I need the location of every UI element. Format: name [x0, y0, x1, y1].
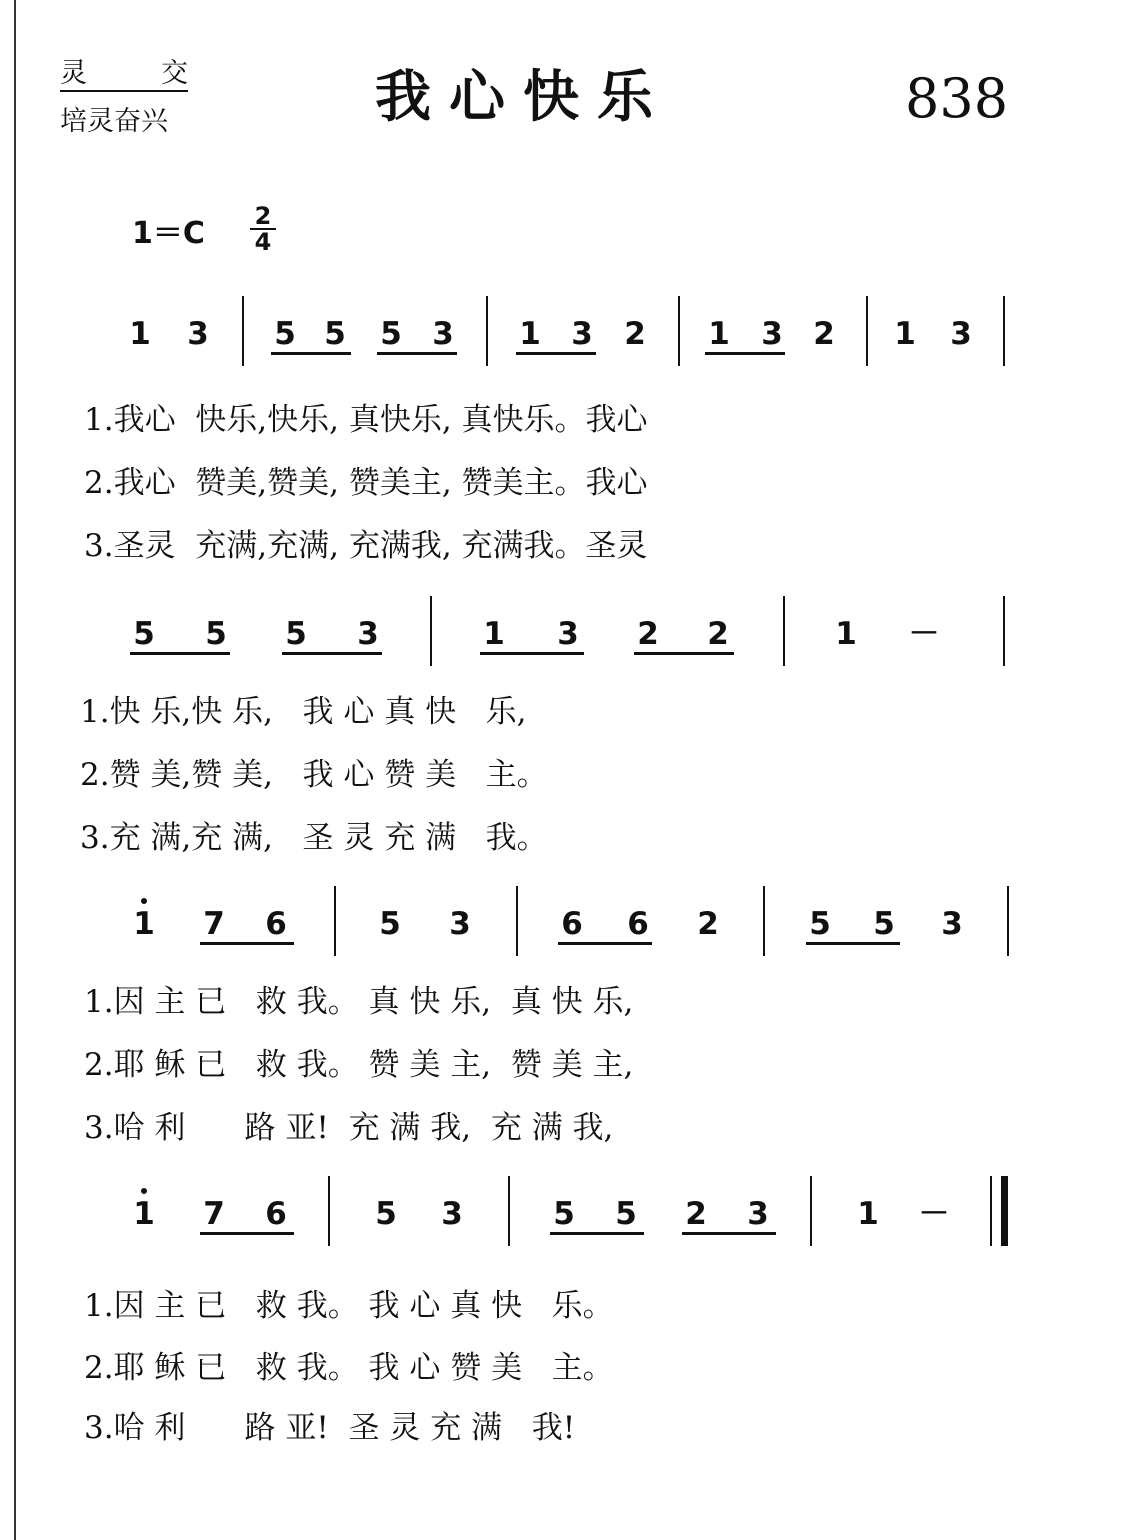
eighth-beam — [705, 352, 785, 355]
note: 5 — [553, 1196, 575, 1232]
barline — [328, 1176, 330, 1246]
note: 1 — [519, 316, 541, 352]
barline — [242, 296, 244, 366]
barline — [334, 886, 336, 956]
final-barline-thick — [1001, 1176, 1008, 1246]
eighth-beam — [200, 942, 294, 945]
note: 3 — [441, 1196, 463, 1232]
note: 2 — [707, 616, 729, 652]
note: 2 — [624, 316, 646, 352]
scan-edge-line — [14, 0, 16, 1540]
note: 6 — [265, 1196, 287, 1232]
category-char-2: 交 — [161, 58, 188, 89]
note: 3 — [941, 906, 963, 942]
note: 5 — [285, 616, 307, 652]
barline — [516, 886, 518, 956]
note: 3 — [571, 316, 593, 352]
note: 6 — [561, 906, 583, 942]
note: 5 — [274, 316, 296, 352]
note: 1 — [835, 616, 857, 652]
lyric-line: 3.充 满,充 满, 圣 灵 充 满 我。 — [80, 820, 548, 856]
note: 1 — [129, 316, 151, 352]
note: 1 — [708, 316, 730, 352]
note: 5 — [380, 316, 402, 352]
barline — [763, 886, 765, 956]
barline — [866, 296, 868, 366]
eighth-beam — [480, 652, 584, 655]
lyric-line: 3.哈 利 路 亚! 充 满 我, 充 满 我, — [84, 1110, 614, 1146]
eighth-beam — [200, 1232, 294, 1235]
note: 2 — [813, 316, 835, 352]
note: 2 — [697, 906, 719, 942]
note: 5 — [379, 906, 401, 942]
dash: － — [918, 1196, 950, 1232]
lyric-line: 2.耶 稣 已 救 我。 赞 美 主, 赞 美 主, — [84, 1047, 634, 1083]
subcategory-label: 培灵奋兴 — [60, 106, 168, 137]
note: 3 — [432, 316, 454, 352]
note: 5 — [133, 616, 155, 652]
eighth-beam — [516, 352, 596, 355]
note: 1 — [133, 1196, 155, 1232]
time-signature — [250, 204, 276, 254]
category-label — [60, 58, 188, 92]
note: 1 — [894, 316, 916, 352]
note: 6 — [627, 906, 649, 942]
barline — [508, 1176, 510, 1246]
note: 3 — [747, 1196, 769, 1232]
barline — [430, 596, 432, 666]
eighth-beam — [558, 942, 652, 945]
eighth-beam — [130, 652, 230, 655]
time-signature-top: 2 — [250, 204, 276, 230]
note: 3 — [761, 316, 783, 352]
note: 3 — [557, 616, 579, 652]
lyric-line: 1.快 乐,快 乐, 我 心 真 快 乐, — [80, 694, 527, 730]
note: 1 — [857, 1196, 879, 1232]
dash: － — [908, 616, 940, 652]
eighth-beam — [806, 942, 900, 945]
lyric-line: 2.我心 赞美,赞美, 赞美主, 赞美主。我心 — [84, 465, 648, 501]
eighth-beam — [271, 352, 351, 355]
note: 5 — [615, 1196, 637, 1232]
barline — [486, 296, 488, 366]
note: 2 — [685, 1196, 707, 1232]
category-char-1: 灵 — [60, 58, 87, 89]
note: 3 — [449, 906, 471, 942]
note: 2 — [637, 616, 659, 652]
note: 5 — [809, 906, 831, 942]
note: 7 — [203, 906, 225, 942]
barline — [1007, 886, 1009, 956]
eighth-beam — [550, 1232, 644, 1235]
eighth-beam — [282, 652, 382, 655]
note: 6 — [265, 906, 287, 942]
time-signature-bottom: 4 — [254, 228, 272, 256]
barline — [810, 1176, 812, 1246]
eighth-beam — [682, 1232, 776, 1235]
lyric-line: 2.耶 稣 已 救 我。 我 心 赞 美 主。 — [84, 1350, 614, 1386]
lyric-line: 1.因 主 已 救 我。 真 快 乐, 真 快 乐, — [84, 984, 634, 1020]
eighth-beam — [634, 652, 734, 655]
note: 5 — [873, 906, 895, 942]
barline — [1003, 596, 1005, 666]
note: 5 — [324, 316, 346, 352]
hymn-number: 838 — [905, 67, 1009, 130]
note: 5 — [205, 616, 227, 652]
note: 1 — [133, 906, 155, 942]
note: 1 — [483, 616, 505, 652]
final-barline-thin — [990, 1176, 992, 1246]
note: 3 — [357, 616, 379, 652]
key-signature: 1＝C — [132, 216, 205, 251]
lyric-line: 1.因 主 已 救 我。 我 心 真 快 乐。 — [84, 1288, 614, 1324]
note: 7 — [203, 1196, 225, 1232]
eighth-beam — [377, 352, 457, 355]
lyric-line: 3.圣灵 充满,充满, 充满我, 充满我。圣灵 — [84, 528, 648, 564]
barline — [1003, 296, 1005, 366]
lyric-line: 2.赞 美,赞 美, 我 心 赞 美 主。 — [80, 757, 548, 793]
high-octave-dot — [141, 898, 147, 904]
note: 3 — [950, 316, 972, 352]
hymn-title: 我心快乐 — [375, 65, 671, 130]
high-octave-dot — [141, 1188, 147, 1194]
lyric-line: 1.我心 快乐,快乐, 真快乐, 真快乐。我心 — [84, 402, 648, 438]
lyric-line: 3.哈 利 路 亚! 圣 灵 充 满 我! — [84, 1410, 576, 1446]
barline — [783, 596, 785, 666]
barline — [678, 296, 680, 366]
note: 5 — [375, 1196, 397, 1232]
note: 3 — [187, 316, 209, 352]
